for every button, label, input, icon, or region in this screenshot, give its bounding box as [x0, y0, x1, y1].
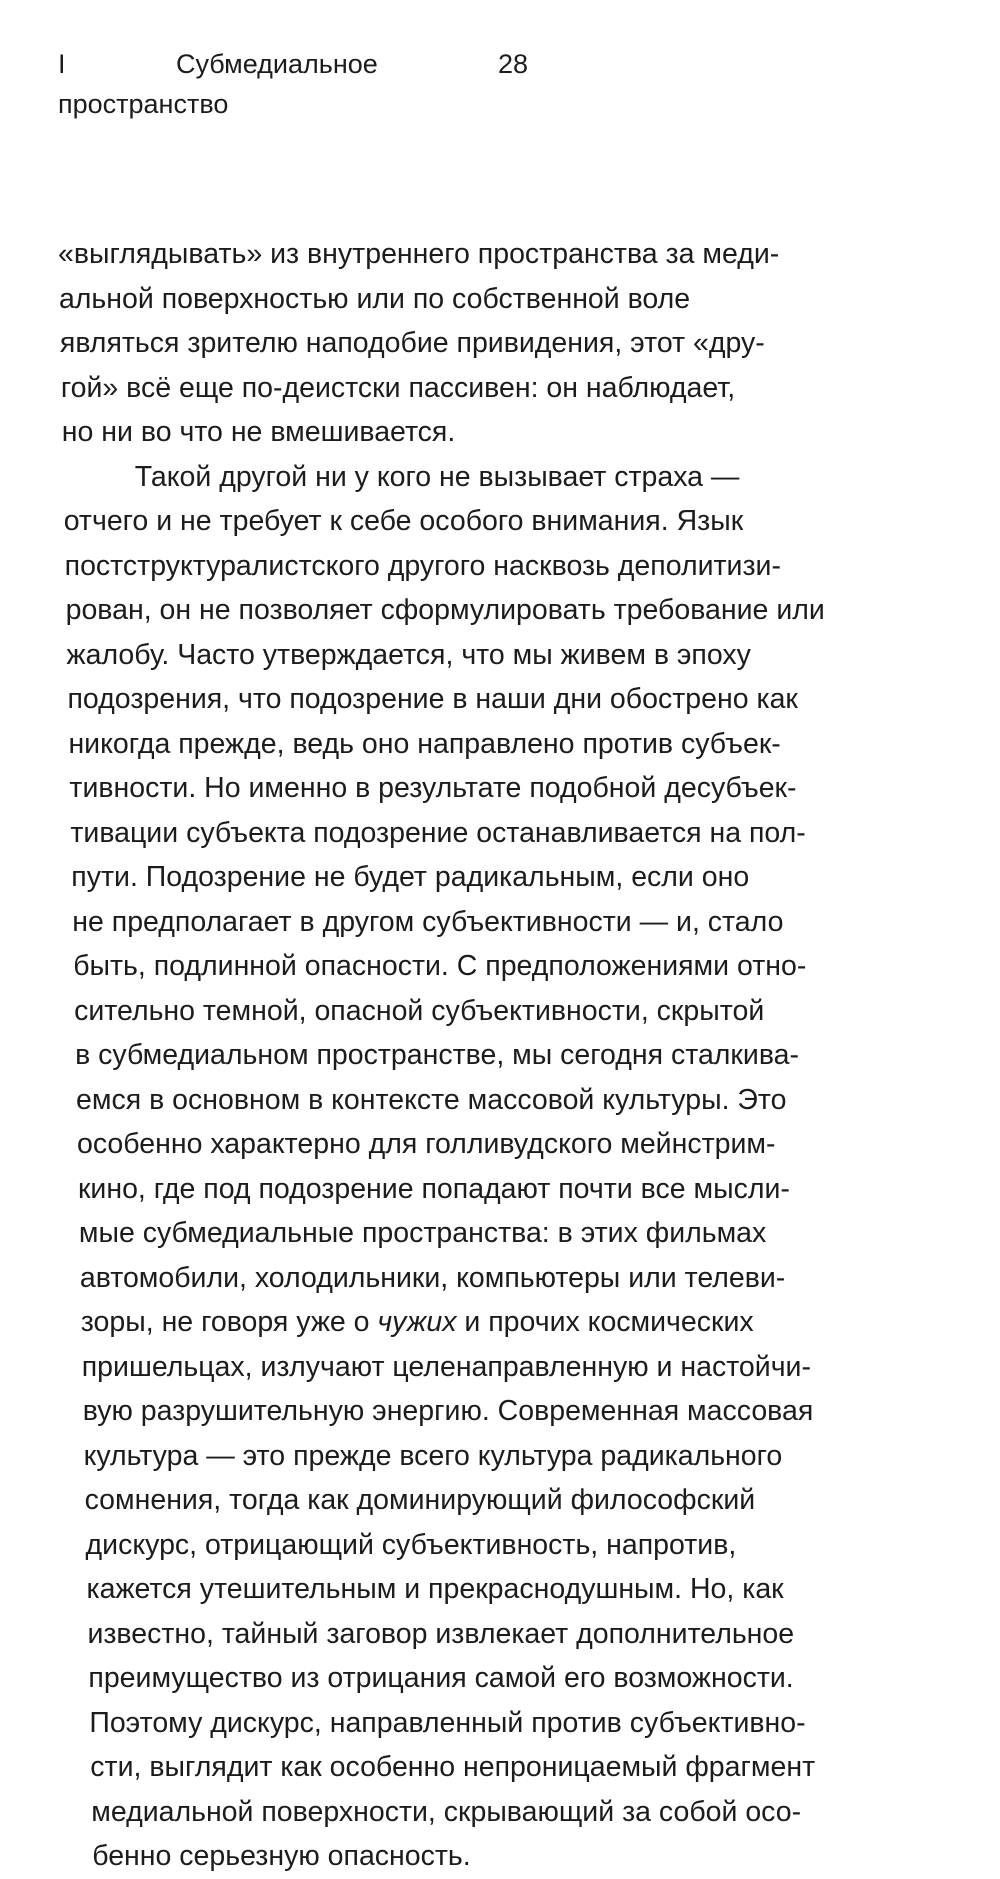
text-line: [0, 1211, 1000, 1256]
line-text: известно, тайный заговор извлекает дополнительное: [87, 1617, 795, 1650]
line-text: зоры, не говоря уже о: [80, 1306, 378, 1338]
text-line: [0, 1434, 1000, 1479]
line-text: автомобили, холодильники, компьютеры или телеви-: [79, 1261, 786, 1294]
text-line: [0, 1345, 1000, 1390]
line-text: альной поверхностью или по собственной воле: [58, 282, 691, 315]
text-line: [0, 1523, 1000, 1568]
text-line: [0, 544, 1000, 589]
text-line: [0, 1656, 1000, 1701]
text-line: [0, 366, 1000, 411]
text-line: [0, 989, 1000, 1034]
text-line: [0, 1567, 1000, 1612]
line-text: Такой другой ни у кого не вызывает страха —: [134, 460, 740, 493]
line-text: мые субмедиальные пространства: в этих фильмах: [78, 1217, 767, 1249]
text-line: [0, 1256, 1000, 1301]
text-line: [0, 1834, 1000, 1879]
line-text-tail: и прочих космических: [456, 1306, 754, 1338]
line-text: быть, подлинной опасности. С предположениями отно-: [73, 950, 807, 982]
text-line: [0, 1389, 1000, 1434]
text-line: [0, 1300, 1000, 1345]
text-line: [0, 1033, 1000, 1078]
line-text: подозрения, что подозрение в наши дни обострено как: [67, 683, 798, 715]
line-text: особенно характерно для голливудского мейнстрим-: [77, 1128, 776, 1160]
text-line: [0, 900, 1000, 945]
line-text: в субмедиальном пространстве, мы сегодня сталкива-: [75, 1039, 799, 1071]
line-text: сти, выглядит как особенно непроницаемый фрагмент: [90, 1751, 816, 1783]
text-line: [0, 499, 1000, 544]
page-number: 28: [498, 49, 529, 79]
text-line: [0, 633, 1000, 678]
line-text: тивности. Но именно в результате подобной десубъек-: [69, 772, 797, 804]
text-line: [0, 1478, 1000, 1523]
text-line: [0, 277, 1000, 322]
section-number: I: [58, 49, 66, 79]
italic-word: чужих: [377, 1306, 457, 1338]
text-line: [0, 232, 1000, 277]
line-text: гой» всё еще по-деистски пассивен: он наблюдает,: [60, 371, 736, 404]
line-text: пути. Подозрение не будет радикальным, если оно: [71, 861, 750, 893]
text-line: [0, 944, 1000, 989]
text-line: [0, 588, 1000, 633]
line-text: вую разрушительную энергию. Современная массовая: [82, 1395, 814, 1427]
text-line: [0, 722, 1000, 767]
text-line: [0, 1078, 1000, 1123]
line-text: емся в основном в контексте массовой культуры. Это: [76, 1083, 787, 1116]
line-text: бенно серьезную опасность.: [92, 1840, 471, 1872]
text-line: [0, 677, 1000, 722]
text-line: [0, 1701, 1000, 1746]
text-line: [0, 1612, 1000, 1657]
line-text: сомнения, тогда как доминирующий философский: [84, 1484, 756, 1516]
text-line: [0, 455, 1000, 500]
text-line: [0, 766, 1000, 811]
line-text: преимущество из отрицания самой его возможности.: [88, 1662, 794, 1694]
line-text: кино, где под подозрение попадают почти все мысли-: [77, 1172, 790, 1205]
line-text: рован, он не позволяет сформулировать требование или: [65, 594, 825, 626]
text-line: [0, 1122, 1000, 1167]
text-line: [0, 811, 1000, 856]
line-text: дискурс, отрицающий субъективность, напротив,: [85, 1528, 737, 1561]
text-line: [0, 1745, 1000, 1790]
line-text: культура — это прежде всего культура радикального: [83, 1439, 783, 1472]
line-text: Поэтому дискурс, направленный против субъективно-: [89, 1706, 806, 1739]
text-line: [0, 410, 1000, 455]
line-text: «выглядывать» из внутреннего пространства за меди-: [58, 238, 780, 270]
line-text: никогда прежде, ведь оно направлено против субъек-: [68, 727, 781, 760]
text-line: [0, 855, 1000, 900]
text-line: [0, 1167, 1000, 1212]
line-text: отчего и не требует к себе особого внимания. Язык: [63, 505, 744, 537]
line-text: тивации субъекта подозрение останавливается на пол-: [70, 816, 806, 849]
text-line: [0, 1790, 1000, 1835]
line-text: являться зрителю наподобие привидения, этот «дру-: [59, 327, 765, 359]
line-text: жалобу. Часто утверждается, что мы живем в эпоху: [66, 638, 751, 671]
line-text: сительно темной, опасной субъективности, скрытой: [74, 994, 765, 1027]
line-text: кажется утешительным и прекраснодушным. Но, как: [86, 1573, 784, 1605]
line-text: не предполагает в другом субъективности — и, стало: [72, 905, 784, 938]
text-line: [0, 321, 1000, 366]
line-text: медиальной поверхности, скрывающий за собой осо-: [91, 1795, 802, 1828]
line-text: постструктуралистского другого насквозь деполитизи-: [64, 549, 781, 582]
section-title: Субмедиальное пространство: [58, 49, 378, 119]
running-header: [58, 44, 618, 124]
line-text: но ни во что не вмешивается.: [61, 416, 456, 448]
body-text: [0, 232, 1000, 1879]
line-text: пришельцах, излучают целенаправленную и настойчи-: [81, 1350, 811, 1383]
